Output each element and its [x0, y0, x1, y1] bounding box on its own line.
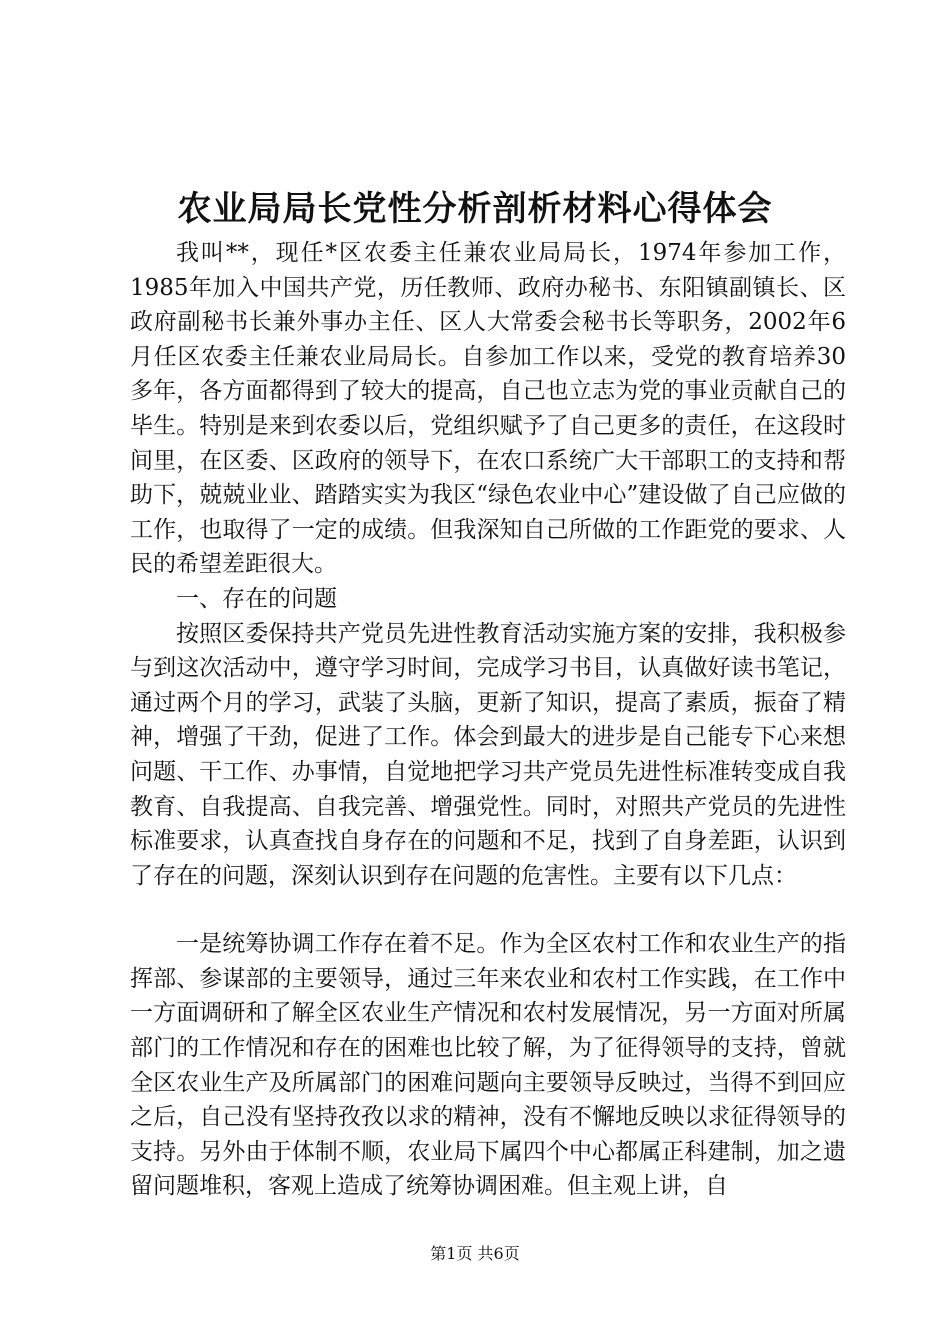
paragraph-intro: 我叫**，现任*区农委主任兼农业局局长，1974年参加工作，1985年加入中国共产党，历任教师、政府办秘书、东阳镇副镇长、区政府副秘书长兼外事办主任、区人大常委会秘书长等职务，2002年6月任区农委主任兼农业局局长。自参加工作以来，受党的教育培养30多年，各方面都得到了较大的提高，自己也立志为党的事业贡献自己的毕生。特别是来到农委以后，党组织赋予了自己更多的责任，在这段时间里，在区委、区政府的领导下，在农口系统广大干部职工的支持和帮助下，兢兢业业、踏踏实实为我区“绿色农业中心”建设做了自己应做的工作，也取得了一定的成绩。但我深知自己所做的工作距党的要求、人民的希望差距很大。 — [130, 240, 846, 578]
section-heading-problems: 一、存在的问题 — [176, 585, 337, 612]
document-body — [130, 236, 846, 1204]
paragraph-coordination: 一是统筹协调工作存在着不足。作为全区农村工作和农业生产的指挥部、参谋部的主要领导，通过三年来农业和农村工作实践，在工作中一方面调研和了解全区农业生产情况和农村发展情况，另一方面对所属部门的工作情况和存在的困难也比较了解，为了征得领导的支持，曾就全区农业生产及所属部门的困难问题向主要领导反映过，当得不到回应之后，自己没有坚持孜孜以求的精神，没有不懈地反映以求征得领导的支持。另外由于体制不顺，农业局下属四个中心都属正科建制，加之遗留问题堆积，客观上造成了统筹协调困难。但主观上讲，自 — [130, 931, 846, 1200]
document-title: 农业局局长党性分析剖析材料心得体会 — [177, 189, 773, 229]
paragraph-study: 按照区委保持共产党员先进性教育活动实施方案的安排，我积极参与到这次活动中，遵守学习时间，完成学习书目，认真做好读书笔记，通过两个月的学习，武装了头脑，更新了知识，提高了素质，振奋了精神，增强了干劲，促进了工作。体会到最大的进步是自己能专下心来想问题、干工作、办事情，自觉地把学习共产党员先进性标准转变成自我教育、自我提高、自我完善、增强党性。同时，对照共产党员的先进性标准要求，认真查找自身存在的问题和不足，找到了自身差距，认识到了存在的问题，深刻认识到存在问题的危害性。主要有以下几点： — [130, 620, 846, 889]
page-number-footer: 第1页 共6页 — [430, 1244, 520, 1263]
paragraph-gap — [130, 893, 846, 927]
